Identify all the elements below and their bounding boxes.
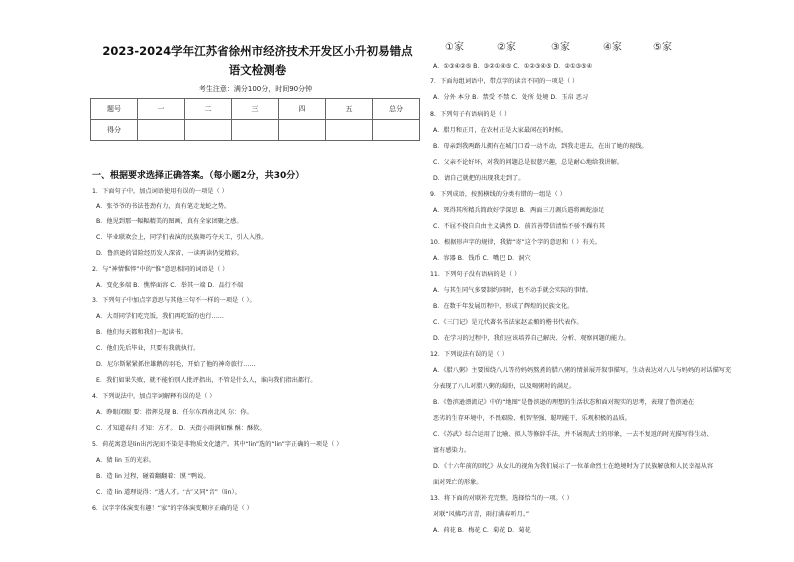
ancient-glyph-image: ④家 bbox=[603, 42, 622, 53]
question-option: 恶劣的生存环境中，不畏艰险、机智坚强、聪明能干、乐观积极的品质。 bbox=[433, 415, 631, 422]
ancient-glyph-image: ⑤家 bbox=[653, 42, 672, 53]
question-option: C．《苏武》综合运用了比喻、拟人等修辞手法，并不展现武士的形象，一去不复返的时光描写得生动、 bbox=[433, 431, 713, 438]
question-line: 11．下列句子没有语病的是（ ） bbox=[430, 271, 521, 278]
question-option: E．我们如果失败，就不能怕别人批评指出，不管是什么人，谁向我们指出都行。 bbox=[96, 377, 317, 384]
question-option: 对联“风拂巧言青，雨打满春听月。” bbox=[433, 511, 530, 518]
score-header-cell: 总分 bbox=[373, 99, 420, 120]
score-header-cell: 五 bbox=[326, 99, 373, 120]
score-table-score-row bbox=[91, 120, 420, 141]
question-option: D．鲁滨逊的冒险经历发人深省，一读再读仍觉精彩。 bbox=[96, 250, 244, 257]
question-option: B．《鲁滨逊漂流记》中的“地图”是鲁滨逊的理想的生活状态和面对现实的思考，表现了鲁滨逊在 bbox=[433, 399, 695, 406]
question-option: A．容器 B．钱币 C．嘴巴 D．洞穴 bbox=[433, 255, 531, 262]
glyph-evolution-row bbox=[445, 38, 715, 58]
question-option: A．变化多端 B．憔悴面容 C．举其一端 D．品行不端 bbox=[96, 282, 244, 289]
question-option: A．张爷爷的书法苍劲有力，真有笔走龙蛇之势。 bbox=[96, 203, 231, 210]
ancient-glyph-image: ③家 bbox=[551, 42, 570, 53]
question-line: 1．下面句子中，加点词语使用有误的一项是（ ） bbox=[92, 188, 228, 195]
question-option: A．腊月和正月，在农村正是大家最闲在的时候。 bbox=[433, 127, 568, 134]
question-option: C．不屈不挠自自由主义满然 D．前首善带信清怡不骄不躁有其 bbox=[433, 223, 605, 230]
question-option: D．《十六年前的回忆》从女儿的视角为我们展示了一位革命烈士在绝境时为了民族解放和人民幸福从容 bbox=[433, 463, 714, 470]
score-table bbox=[90, 98, 420, 141]
question-option: C．父亲不论好坏，对我的问题总是很慈兴趣，总是耐心地给我讲解。 bbox=[433, 159, 623, 166]
question-option: A．猜 lin 玉的光彩。 bbox=[96, 457, 155, 464]
question-line: 12．下列说法有误的是（ ） bbox=[430, 351, 508, 358]
question-option: A．分外 本分 B．禁受 不禁 C．处所 处境 D．玉帛 恶习 bbox=[433, 94, 589, 101]
question-option: B．造 lin 过程，碰着翻翻着：馍 ”鸭说。 bbox=[96, 473, 210, 480]
question-line: 8．下列句子有语病的是（ ） bbox=[430, 111, 511, 118]
question-option: B．在数千年发展历程中，形成了辉煌的民族文化。 bbox=[433, 303, 574, 310]
score-header-cell: 一 bbox=[138, 99, 185, 120]
score-header-cell: 三 bbox=[232, 99, 279, 120]
score-header-cell: 二 bbox=[185, 99, 232, 120]
question-option: D．请自己就把的出现我走到了。 bbox=[433, 175, 525, 182]
question-option: A．荷花 B．梅花 C．菊花 D．菊花 bbox=[433, 527, 531, 534]
question-line: 7．下面每组词语中，带点字的读音不同的一项是（ ） bbox=[430, 78, 579, 85]
question-option: C．毕业联欢会上，同学们表演的民族舞巧夺天工，引人入胜。 bbox=[96, 234, 268, 241]
question-line: 2．与“神情惟悴”中的“惟”意思相同的词语是（ ） bbox=[92, 266, 229, 273]
question-option: B．他们每天都和我们一起读书。 bbox=[96, 329, 187, 336]
question-option: A．与其生同气多要制约同时，也不动手就会实际的事情。 bbox=[433, 287, 592, 294]
question-option: C．他们先后毕业，只要有我就执行。 bbox=[96, 345, 200, 352]
question-option: C．《三门记》是元代著名书法家赵孟頫的楷书代表作。 bbox=[433, 319, 583, 326]
score-cell bbox=[232, 120, 279, 141]
question-option: D．在学习的过程中，我们应该培养自己解决、分析、观察问题的能力。 bbox=[433, 335, 630, 342]
question-line: 6．汉字字体演变有趣！“家”的字体演变顺序正确的是（ ） bbox=[92, 505, 253, 512]
question-option: A．睁眼闭眼 要：指挥兑现 B．任尔东西南北风 尔：你。 bbox=[96, 409, 253, 416]
score-cell bbox=[279, 120, 326, 141]
question-option: A．大哥同学们吃完饭，我们再吃饭的也行…… bbox=[96, 313, 224, 320]
question-option: D．尼尔斯紧紧抓住雄鹅的羽毛，开始了他的神奇旅行…… bbox=[96, 361, 256, 368]
question-line: 10．根据形声字的规律，我猜“寄”这个字的意思和（ ）有关。 bbox=[430, 239, 601, 246]
exam-info: 考生注意：满分100分，时间90分钟 bbox=[198, 85, 313, 93]
ancient-glyph-image: ②家 bbox=[497, 42, 516, 53]
question-option: 富有感染力。 bbox=[433, 447, 471, 454]
page-title-line2: 语文检测卷 bbox=[228, 63, 287, 77]
question-option: 面对死亡的形象。 bbox=[433, 479, 483, 486]
question-option: A．死得其所精兵简政好学深思 B．两面三刀调兵遣将画蛇添足 bbox=[433, 207, 605, 214]
score-table-header-row bbox=[91, 99, 420, 120]
question-option: A．①③④②⑤ B．③②①④⑤ C．①②③④⑤ D．②①③⑤④ bbox=[433, 63, 593, 70]
question-line: 5．荷花寓意是lin出污泥而不染是非物质文化遗产。其中“lin”选的“lin”字正确的一项是（ ） bbox=[92, 441, 343, 448]
score-cell bbox=[373, 120, 420, 141]
ancient-glyph-image: ①家 bbox=[445, 42, 464, 53]
score-cell bbox=[138, 120, 185, 141]
question-option: A．《腊八粥》主要围绕八儿等待妈妈熬煮的腊八粥的情景展开叙事描写，生动表达对八儿与妈妈的对话描写充 bbox=[433, 367, 732, 374]
question-line: 3．下列句子中加点字意思与其他三句不一样的一项是（ ）。 bbox=[92, 297, 256, 304]
question-line: 4．下列说法中，加点字词解释有误的是（ ） bbox=[92, 393, 216, 400]
score-cell bbox=[326, 120, 373, 141]
question-line: 13．将下面的对联补充完整，选择恰当的一项。（ ） bbox=[430, 495, 573, 502]
question-line: 9．下列成语，按照横线的分类有错的一组是（ ） bbox=[430, 191, 566, 198]
question-option: B．母亲到我两路儿拥有在城门口看一动不动，到我走进去，在出了她的视线。 bbox=[433, 143, 648, 150]
score-cell bbox=[185, 120, 232, 141]
score-header-cell: 题号 bbox=[91, 99, 138, 120]
page-title-line1: 2023-2024学年江苏省徐州市经济技术开发区小升初易错点 bbox=[102, 44, 413, 58]
question-option: C．造 lin 道理说得：“逃人才。‘古’又同“音”（lin）。 bbox=[96, 489, 241, 496]
question-option: B．他见到那一幅幅精美的图画，真有全家团聚之感。 bbox=[96, 218, 243, 225]
question-option: C．才知道春归 才知：方才。 D．天街小雨润如酥 酥：酥软。 bbox=[96, 425, 266, 432]
section-heading: 一、根据要求选择正确答案。（每小题2分，共30分） bbox=[92, 171, 305, 181]
score-row-label: 得分 bbox=[91, 120, 138, 141]
question-option: 分表现了八儿对腊八粥的渴盼，以及喝粥时的满足。 bbox=[433, 383, 576, 390]
score-header-cell: 四 bbox=[279, 99, 326, 120]
